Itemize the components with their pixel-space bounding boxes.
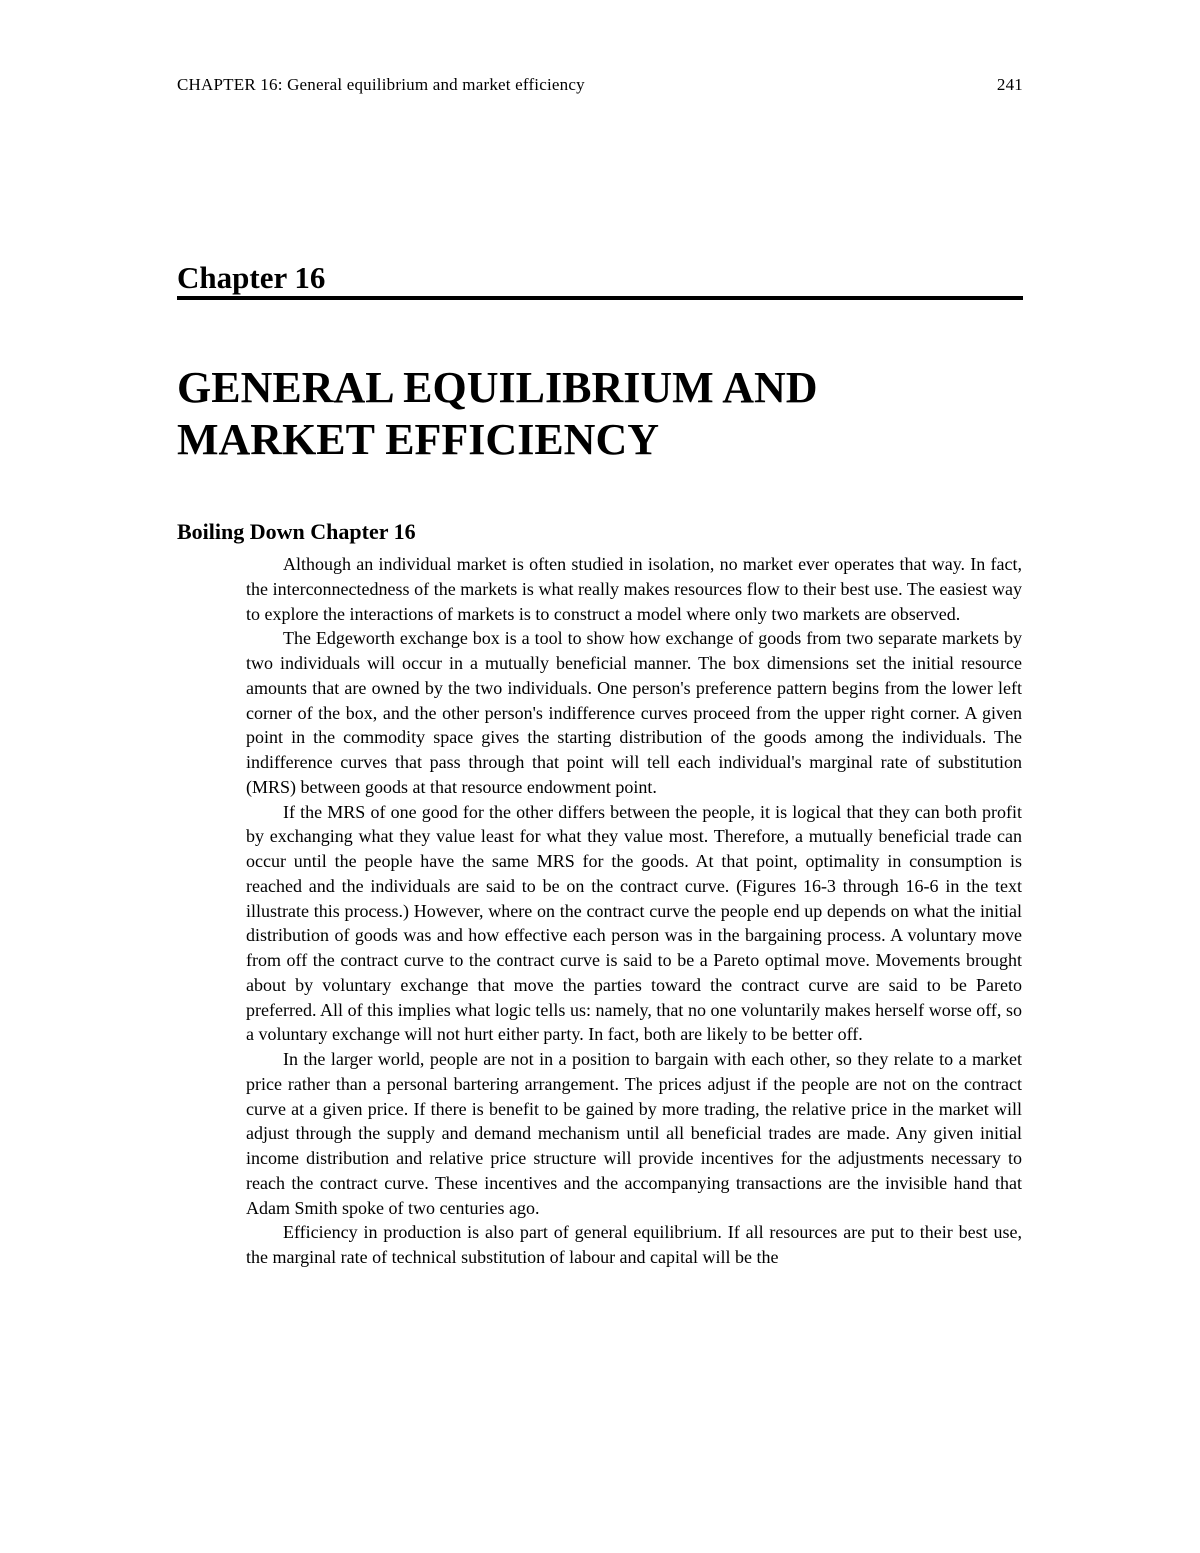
body-text [246, 552, 1022, 1270]
body-paragraph-4: In the larger world, people are not in a position to bargain with each other, so they relate to a market price rather than a personal bartering arrangement. The prices adjust if the people are not on the contract curve at a given price. If there is benefit to be gained by more trading, the relative price in the market will adjust through the supply and demand mechanism until all beneficial trades are made. Any given initial income distribution and relative price structure will provide incentives for the adjustments necessary to reach the contract curve. These incentives and the accompanying transactions are the invisible hand that Adam Smith spoke of two centuries ago. [246, 1049, 1022, 1218]
body-paragraph-3: If the MRS of one good for the other differs between the people, it is logical that they can both profit by exchanging what they value least for what they value most. Therefore, a mutually beneficial trade can occur until the people have the same MRS for the goods. At that point, optimality in consumption is reached and the individuals are said to be on the contract curve. (Figures 16-3 through 16-6 in the text illustrate this process.) However, where on the contract curve the people end up depends on what the initial distribution of goods was and how effective each person was in the bargaining process. A voluntary move from off the contract curve to the contract curve is said to be a Pareto optimal move. Movements brought about by voluntary exchange that move the parties toward the contract curve are said to be Pareto preferred. All of this implies what logic tells us: namely, that no one voluntarily makes herself worse off, so a voluntary exchange will not hurt either party. In fact, both are likely to be better off. [246, 801, 1022, 1045]
chapter-label: Chapter 16 [177, 260, 326, 295]
page-number: 241 [996, 75, 1023, 94]
chapter-divider-rule [177, 296, 1023, 300]
chapter-title-line-1: GENERAL EQUILIBRIUM AND [177, 363, 818, 412]
running-header [177, 73, 1023, 97]
running-header-title: CHAPTER 16: General equilibrium and market efficiency [177, 75, 585, 94]
body-paragraph-1: Although an individual market is often studied in isolation, no market ever operates that way. In fact, the interconnectedness of the markets is what really makes resources flow to their best use. The easiest way to explore the interactions of markets is to construct a model where only two markets are observed. [246, 554, 1022, 624]
chapter-title-line-2: MARKET EFFICIENCY [177, 415, 660, 464]
body-paragraph-5: Efficiency in production is also part of general equilibrium. If all resources are put to their best use, the marginal rate of technical substitution of labour and capital will be the [246, 1222, 1022, 1267]
body-paragraph-2: The Edgeworth exchange box is a tool to show how exchange of goods from two separate markets by two individuals will occur in a mutually beneficial manner. The box dimensions set the initial resource amounts that are owned by the two individuals. One person's preference pattern begins from the lower left corner of the box, and the other person's indifference curves proceed from the upper right corner. A given point in the commodity space gives the starting distribution of the goods among the individuals. The indifference curves that pass through that point will tell each individual's marginal rate of substitution (MRS) between goods at that resource endowment point. [246, 628, 1022, 797]
section-heading: Boiling Down Chapter 16 [177, 519, 416, 544]
chapter-title [177, 362, 1023, 466]
